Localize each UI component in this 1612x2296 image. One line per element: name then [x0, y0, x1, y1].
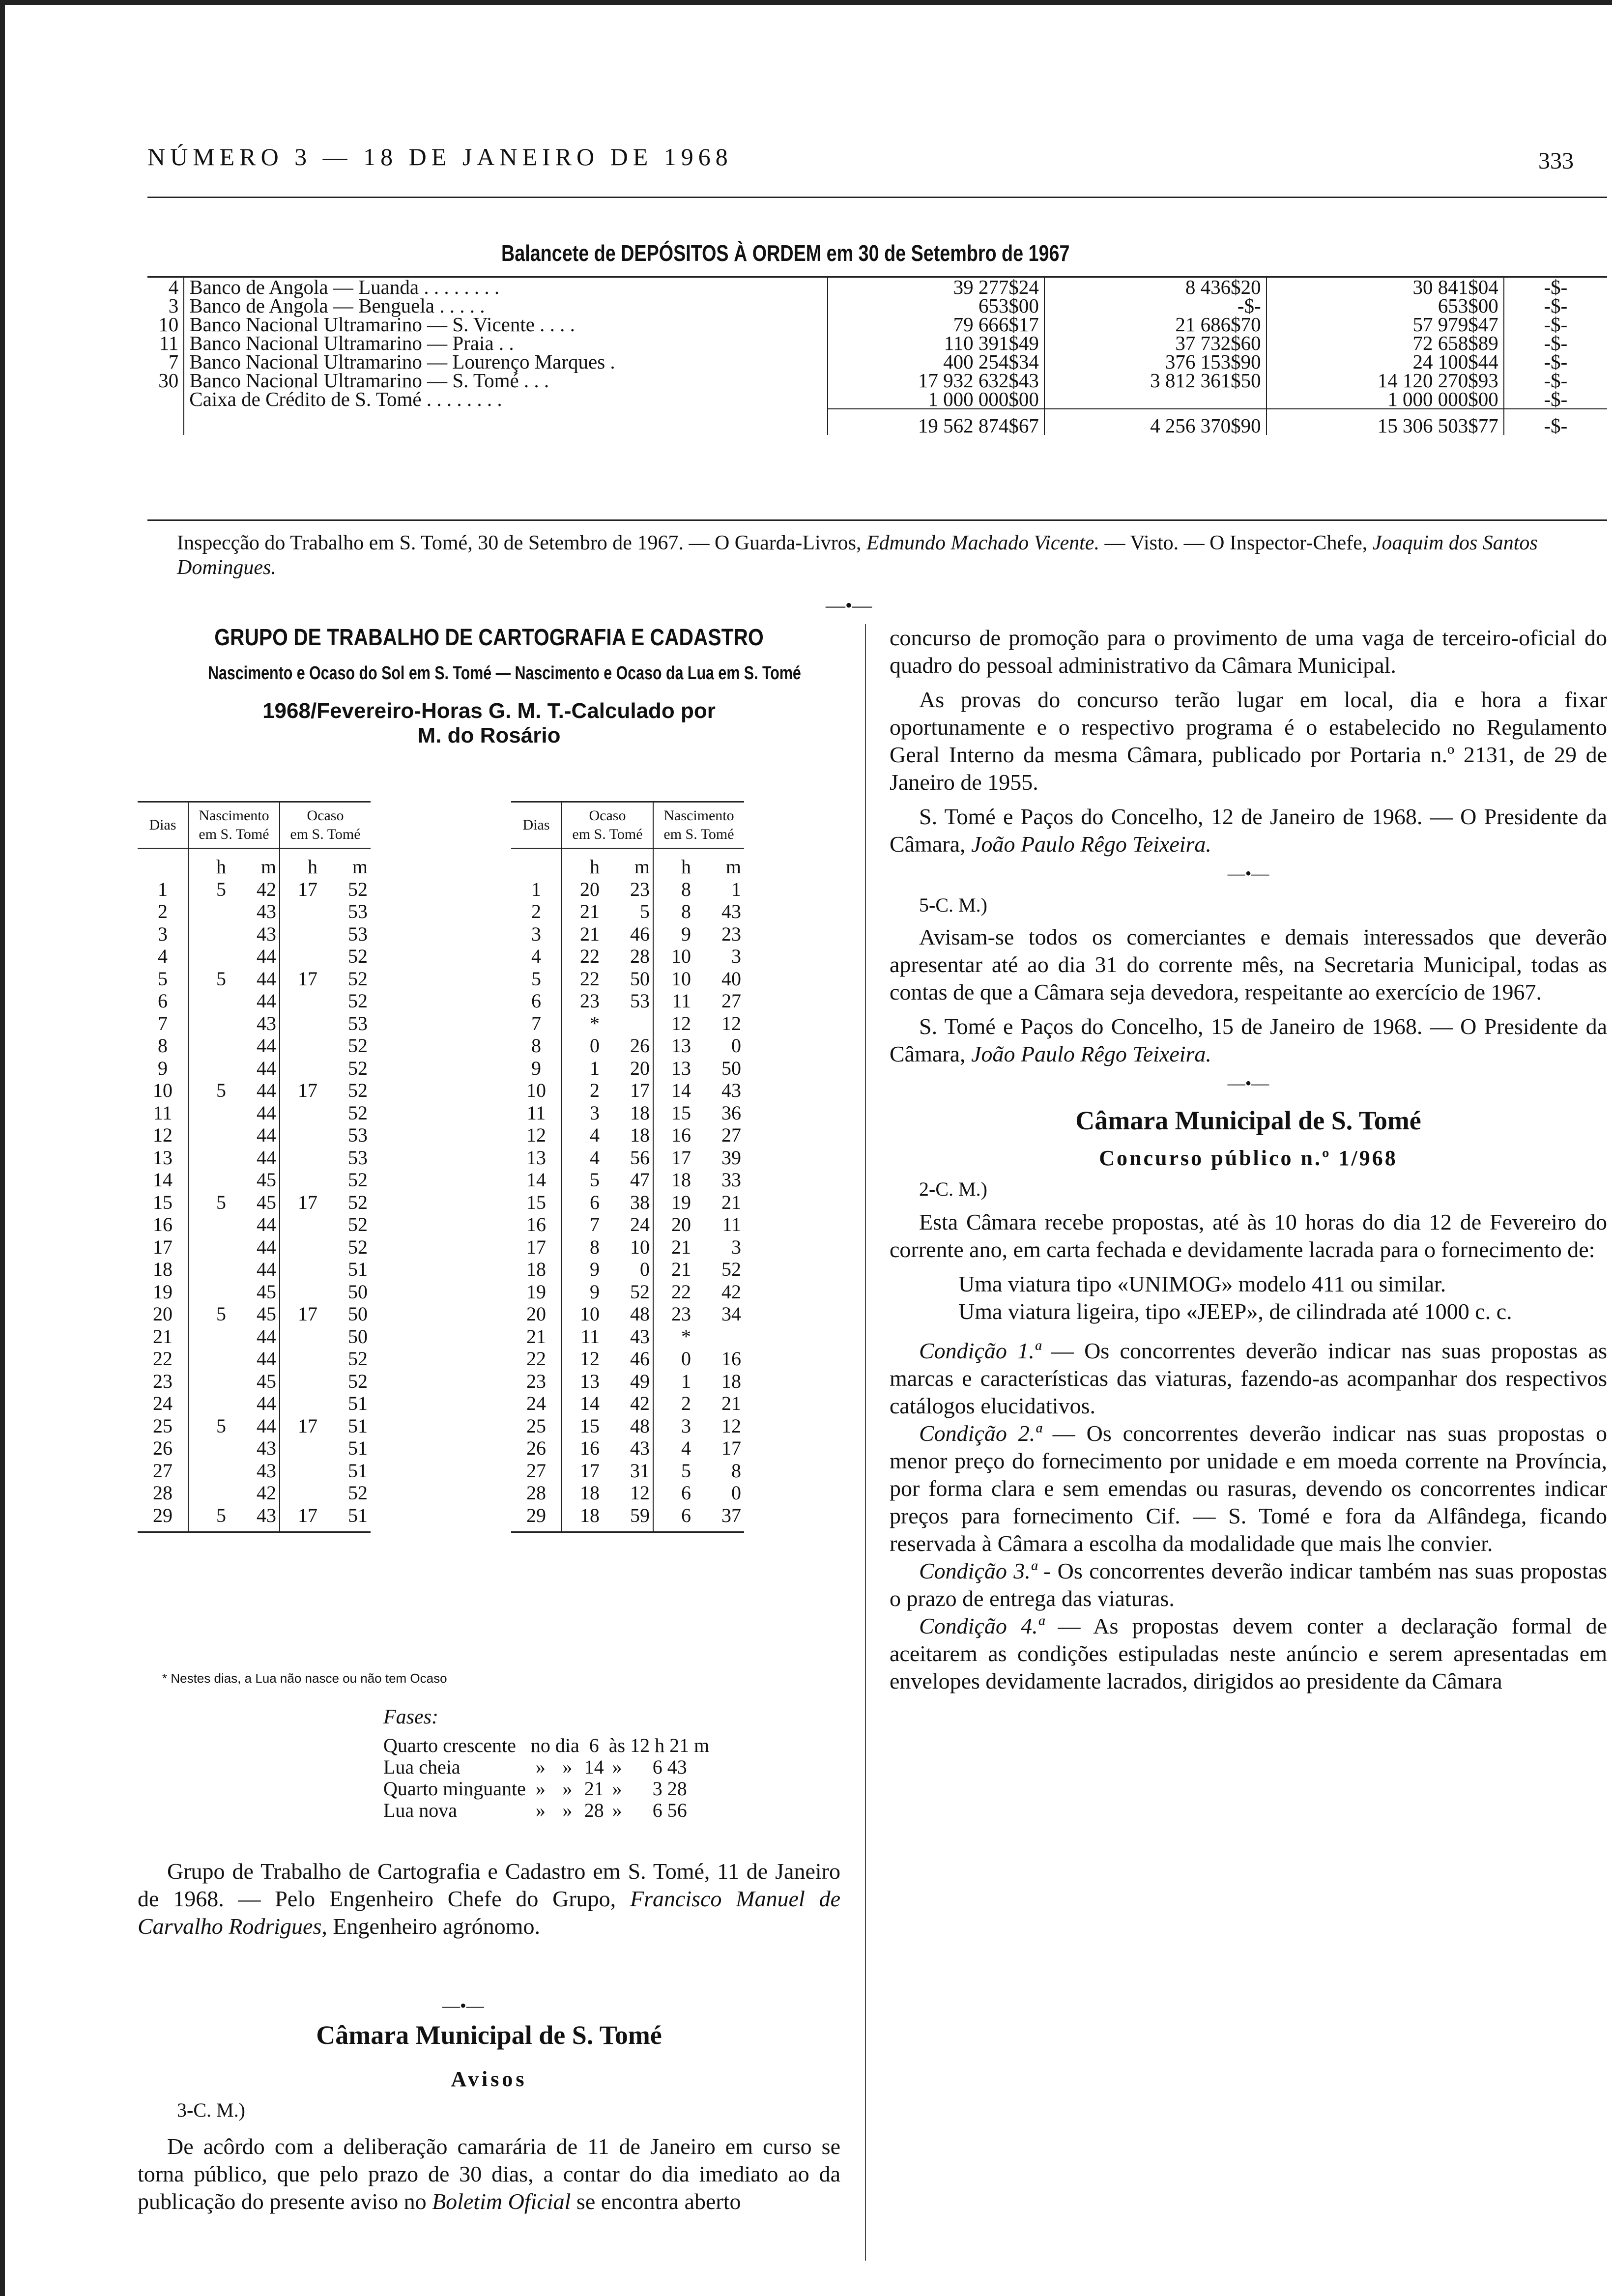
moon-row: 10 2 17 14 43 [526, 1079, 741, 1101]
moon-row: 9 1 20 13 50 [531, 1057, 741, 1079]
sun-row: 9 44 52 [158, 1057, 368, 1079]
moon-row: 21 11 43 * [511, 1325, 744, 1348]
sun-row: 5 5 44 17 52 [158, 967, 368, 990]
moon-row: 2 21 5 8 43 [531, 900, 741, 922]
balancete-row: Caixa de Crédito de S. Tomé . . . . . . . . 1 000 000$00 1 000 000$00 -$- [147, 390, 1607, 409]
running-head: NÚMERO 3 — 18 DE JANEIRO DE 1968 [147, 143, 733, 171]
moon-row: 6 23 53 11 27 [531, 990, 741, 1012]
sun-row: 29 5 43 17 51 [138, 1504, 371, 1532]
cartografia-heading [138, 624, 840, 748]
moon-row: 5 22 50 10 40 [531, 967, 741, 990]
cartografia-subtitle: Nascimento e Ocaso do Sol em S. Tomé — Nascimento e Ocaso da Lua em S. Tomé [208, 663, 801, 684]
sun-row: 25 5 44 17 51 [153, 1414, 368, 1437]
cartografia-closing: Grupo de Trabalho de Cartografia e Cadastro em S. Tomé, 11 de Janeiro de 1968. — Pelo Engenheiro Chefe do Grupo, Francisco Manuel de Carvalho Rodrigues, Engenheiro agrónomo. [138, 1859, 841, 1939]
sun-row: 16 44 52 [153, 1213, 368, 1235]
fase-row: Quarto minguante » » 21 » 3 28 [383, 1778, 687, 1800]
sun-row: 6 44 52 [158, 990, 368, 1012]
page-number: 333 [1538, 148, 1574, 174]
moon-row: 28 18 12 6 0 [526, 1482, 741, 1504]
moon-row: 17 8 10 21 3 [526, 1235, 741, 1258]
sun-row: 1 5 42 17 52 [158, 878, 368, 900]
condicao-1: Condição 1.ª — Os concorrentes deverão indicar nas suas propostas as marcas e características das viaturas, fazendo-as acompanhar dos respectivos catálogos elucidativos. [890, 1338, 1607, 1418]
column-divider [865, 624, 866, 2261]
camara-title: Câmara Municipal de S. Tomé [316, 2020, 662, 2050]
moon-row: 22 12 46 0 16 [526, 1348, 741, 1370]
sun-row: 12 44 53 [153, 1124, 368, 1146]
aviso-continuation: concurso de promoção para o provimento de uma vaga de terceiro-oficial do quadro do pessoal administrativo da Câmara Municipal. As provas do concurso terão lugar em local, dia e hora a fixar oportunamente e o respectivo programa é o estabelecido no Regulamento Geral Interno da mesma Câmara, publicado por Portaria n.º 2131, de 29 de Janeiro de 1955. S. Tomé e Paços do Concelho, 12 de Janeiro de 1968. — O Presidente da Câmara, João Paulo Rêgo Teixeira. —•— 5-C. M.) Avisam-se todos os comerciantes e demais interessados que deverão apresentar até ao dia 31 do corrente mês, na Secretaria Municipal, todas as contas de que a Câmara seja devedora, respeitante ao exercício de 1967. S. Tomé e Paços do Concelho, 15 de Janeiro de 1968. — O Presidente da Câmara, João Paulo Rêgo Teixeira. —•— Câmara Municipal de S. Tomé Concurso público n.º 1/968 2-C. M.) Esta Câmara recebe propostas, até às 10 horas do dia 12 de Fevereiro do corrente ano, em carta fechada e devidamente lacrada para o fornecimento de: Uma viatura tipo «UNIMOG» modelo 411 ou similar. Uma viatura ligeira, tipo «JEEP», de cilindrada até 1000 c. c. Condição 1.ª — Os concorrentes deverão indicar nas suas propostas as marcas e características das viaturas, fazendo-as acompanhar dos respectivos catálogos elucidativos. Condição 2.ª — Os concorrentes deverão indicar nas suas propostas o menor preço do fornecimento por unidade e em moeda corrente na Província, por forma clara e sem emendas ou rasuras, devendo os concorrentes indicar preços para fornecimento Cif. — S. Tomé e fora da Alfândega, ficando reservada à Câmara a escolha da modalidade que mais lhe convier. Condição 3.ª - Os concorrentes deverão indicar também nas suas propostas o prazo de entrega das viaturas. Condição 4.ª — As propostas devem conter a declaração formal de aceitarem as condições estipuladas neste anúncio e serem apresentadas em envelopes devidamente lacrados, dirigidos ao presidente da Câmara [890, 624, 1607, 1695]
sun-row: 27 43 51 [153, 1459, 368, 1482]
inspecao-note: Inspecção do Trabalho em S. Tomé, 30 de Setembro de 1967. — O Guarda-Livros, Edmundo Machado Vicente. — Visto. — O Inspector-Chefe, Joaquim dos Santos Domingues. [177, 532, 1538, 579]
sun-row: 18 44 51 [153, 1258, 368, 1280]
sun-row: 14 45 52 [153, 1169, 368, 1191]
moon-row: 1 20 23 8 1 [531, 878, 741, 900]
header-rule [147, 197, 1607, 198]
fase-row: Lua cheia » » 14 » 6 43 [383, 1756, 687, 1778]
sun-row: 23 45 52 [153, 1370, 368, 1392]
sun-row: 20 5 45 17 50 [153, 1303, 368, 1325]
sun-table: Dias Nascimento em S. Tomé Ocaso em S. Tomé h m h m 1 5 42 17 52 2 43 53 3 43 53 4 44 52 5 5 44 17 52 6 44 52 7 43 53 8 44 52 9 44 52 10 5 44 17 52 11 44 52 12 44 53 13 44 53 14 45 52 15 5 45 17 52 16 44 52 17 44 52 18 44 51 19 45 50 20 5 45 17 50 21 44 50 22 44 52 23 45 52 24 44 51 25 5 44 17 51 26 43 51 27 43 51 28 42 52 29 5 43 17 51 [138, 801, 371, 1533]
moon-row: 8 0 26 13 0 [531, 1034, 741, 1057]
balancete-row: 4 Banco de Angola — Luanda . . . . . . . . 39 277$24 8 436$20 30 841$04 -$- [168, 276, 1568, 298]
sun-row: 4 44 52 [158, 945, 368, 967]
sun-row: 10 5 44 17 52 [153, 1079, 368, 1101]
separator: —•— [442, 1996, 484, 2015]
fases-title: Fases: [383, 1706, 438, 1728]
fase-row: Lua nova » » 28 » 6 56 [383, 1799, 687, 1821]
cartografia-subtitle-2: 1968/Fevereiro-Horas G. M. T.-Calculado por M. do Rosário [262, 699, 716, 747]
moon-row: 14 5 47 18 33 [526, 1169, 741, 1191]
fases-table [383, 1735, 714, 1821]
concurso-item: Uma viatura tipo «UNIMOG» modelo 411 ou similar. [958, 1271, 1446, 1296]
moon-row: 3 21 46 9 23 [531, 922, 741, 945]
concurso-item: Uma viatura ligeira, tipo «JEEP», de cilindrada até 1000 c. c. [958, 1299, 1512, 1324]
condicao-4: Condição 4.ª — As propostas devem conter a declaração formal de aceitarem as condições estipuladas neste anúncio e serem apresentadas em envelopes devidamente lacrados, dirigidos ao presidente da Câmara [890, 1613, 1607, 1693]
cartografia-title: GRUPO DE TRABALHO DE CARTOGRAFIA E CADASTRO [214, 625, 764, 651]
balancete-row: 30 Banco Nacional Ultramarino — S. Tomé . . . 17 932 632$43 3 812 361$50 14 120 270$93 -$- [158, 369, 1568, 392]
moon-row: 7 * 12 12 [531, 1012, 741, 1034]
moon-table: Dias Ocaso em S. Tomé Nascimento em S. Tomé h m h m 1 20 23 8 1 2 21 5 8 43 3 21 46 9 23 4 22 28 10 3 5 22 50 10 40 6 23 53 11 27 7 * 12 12 8 0 26 13 0 9 1 20 13 50 10 2 17 14 43 11 3 18 15 36 12 4 18 16 27 13 4 56 17 39 14 5 47 18 33 15 6 38 19 21 16 7 24 20 11 17 8 10 21 3 18 9 0 21 52 19 9 52 22 42 20 10 48 23 34 21 11 43 * 22 12 46 0 16 23 13 49 1 18 24 14 42 2 21 25 15 48 3 12 26 16 43 4 17 27 17 31 5 8 28 18 12 6 0 29 18 59 6 37 [511, 801, 744, 1533]
sun-row: 24 44 51 [153, 1392, 368, 1414]
moon-footnote: * Nestes dias, a Lua não nasce ou não tem Ocaso [162, 1671, 447, 1686]
moon-row: 24 14 42 2 21 [526, 1392, 741, 1414]
balancete-totals: 19 562 874$67 4 256 370$90 15 306 503$77 -$- [147, 409, 1607, 435]
moon-row: 27 17 31 5 8 [526, 1459, 741, 1482]
sun-row: 19 45 50 [153, 1280, 368, 1303]
camara-title-2: Câmara Municipal de S. Tomé [1075, 1106, 1421, 1135]
sun-row: 26 43 51 [153, 1437, 368, 1459]
moon-row: 20 10 48 23 34 [526, 1303, 741, 1325]
concurso-ref: 2-C. M.) [919, 1178, 987, 1200]
moon-row: 12 4 18 16 27 [526, 1124, 741, 1146]
fase-row: Quarto crescente no dia 6 às 12 h 21 m [383, 1734, 710, 1756]
sun-row: 3 43 53 [158, 922, 368, 945]
balancete-title: Balancete de DEPÓSITOS À ORDEM em 30 de Setembro de 1967 [501, 240, 1070, 266]
separator: —•— [826, 594, 872, 616]
balancete-row: 11 Banco Nacional Ultramarino — Praia . . 110 391$49 37 732$60 72 658$89 -$- [159, 332, 1568, 354]
aviso-paragraph: De acôrdo com a deliberação camarária de 11 de Janeiro em curso se torna público, que pelo prazo de 30 dias, a contar do dia imediato ao da publicação do presente aviso no Boletim Oficial se encontra aberto [138, 2134, 840, 2214]
moon-row: 15 6 38 19 21 [526, 1191, 741, 1213]
sun-row: 2 43 53 [158, 900, 368, 922]
sun-row: 22 44 52 [153, 1348, 368, 1370]
moon-row: 13 4 56 17 39 [526, 1146, 741, 1169]
balancete-bottom-rule [147, 519, 1607, 521]
aviso-ref: 3-C. M.) [177, 2099, 245, 2121]
sun-row: 8 44 52 [158, 1034, 368, 1057]
sun-row: 7 43 53 [158, 1012, 368, 1034]
moon-row: 11 3 18 15 36 [526, 1101, 741, 1124]
moon-row: 4 22 28 10 3 [531, 945, 741, 967]
moon-row: 19 9 52 22 42 [526, 1280, 741, 1303]
sun-row: 21 44 50 [153, 1325, 368, 1348]
sun-row: 28 42 52 [153, 1482, 368, 1504]
moon-row: 26 16 43 4 17 [526, 1437, 741, 1459]
balancete-row: 7 Banco Nacional Ultramarino — Lourenço Marques . 400 254$34 376 153$90 24 100$44 -$- [168, 350, 1568, 373]
balancete-table [147, 278, 1607, 435]
condicao-3: Condição 3.ª - Os concorrentes deverão indicar também nas suas propostas o prazo de entrega das viaturas. [890, 1558, 1607, 1611]
moon-row: 25 15 48 3 12 [526, 1414, 741, 1437]
moon-row: 23 13 49 1 18 [526, 1370, 741, 1392]
moon-row: 18 9 0 21 52 [526, 1258, 741, 1280]
moon-row: 16 7 24 20 11 [526, 1213, 741, 1235]
balancete-row: 3 Banco de Angola — Benguela . . . . . 653$00 -$- 653$00 -$- [168, 294, 1568, 317]
sun-row: 11 44 52 [153, 1101, 368, 1124]
sun-row: 15 5 45 17 52 [153, 1191, 368, 1213]
moon-row: 29 18 59 6 37 [511, 1504, 744, 1532]
balancete-row: 10 Banco Nacional Ultramarino — S. Vicente . . . . 79 666$17 21 686$70 57 979$47 -$- [158, 313, 1568, 336]
avisos-heading: Avisos [451, 2067, 527, 2091]
concurso-intro: Esta Câmara recebe propostas, até às 10 horas do dia 12 de Fevereiro do corrente ano, em carta fechada e devidamente lacrada para o fornecimento de: [890, 1209, 1607, 1262]
concurso-heading: Concurso público n.º 1/968 [1099, 1146, 1398, 1170]
sun-row: 17 44 52 [153, 1235, 368, 1258]
condicao-2: Condição 2.ª — Os concorrentes deverão indicar nas suas propostas o menor preço do fornecimento por unidade e em moeda corrente na Província, por forma clara e sem emendas ou rasuras, devendo os concorrentes indicar preços para fornecimento Cif. — S. Tomé e fora da Alfândega, ficando reservada à Câmara a escolha da modalidade que mais lhe convier. [890, 1421, 1607, 1556]
sun-row: 13 44 53 [153, 1146, 368, 1169]
